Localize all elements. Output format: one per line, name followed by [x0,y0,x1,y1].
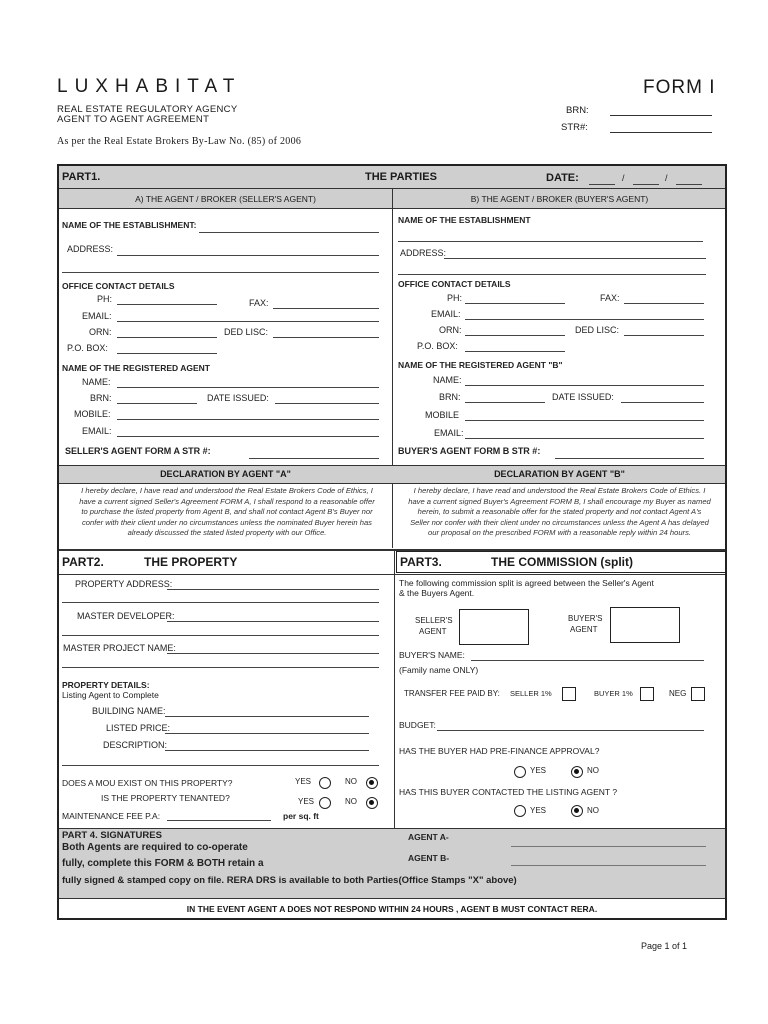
decl-a-heading: DECLARATION BY AGENT "A" [160,469,291,479]
part3-title: THE COMMISSION (split) [491,555,633,569]
family-name-note: (Family name ONLY) [399,665,479,675]
agent-a-registered-label: NAME OF THE REGISTERED AGENT [62,363,210,373]
agent-a-heading: A) THE AGENT / BROKER (SELLER'S AGENT) [135,194,316,204]
part3-label: PART3. [400,555,442,569]
agent-b-date-issued-label: DATE ISSUED: [552,392,614,402]
agent-b-mobile-field[interactable] [465,420,704,421]
transfer-fee-label: TRANSFER FEE PAID BY: [404,689,500,698]
building-name-field[interactable] [165,716,369,717]
description-label: DESCRIPTION: [103,740,168,750]
agent-b-ph-label: PH: [447,293,463,303]
agent-b-name-label: NAME: [433,375,462,385]
date-month-field[interactable] [633,184,659,185]
agent-a-signature-field[interactable] [511,846,706,847]
tenanted-question: IS THE PROPERTY TENANTED? [101,793,230,803]
agent-a-form-str-field[interactable] [249,458,379,459]
part2-label: PART2. [62,555,104,569]
brn-label: BRN: [566,105,589,116]
budget-field[interactable] [437,730,704,731]
agent-b-establishment-label: NAME OF THE ESTABLISHMENT [398,215,531,225]
contacted-yes-radio[interactable] [514,805,526,817]
agent-a-name-label: NAME: [82,377,111,387]
sellers-agent-label-2: AGENT [419,627,447,636]
building-name-label: BUILDING NAME: [92,706,166,716]
agent-b-fax-label: FAX: [600,293,620,303]
date-day-field[interactable] [589,184,615,185]
agent-b-pobox-label: P.O. BOX: [417,341,458,351]
agent-a-mobile-label: MOBILE: [74,409,111,419]
tenanted-yes-radio[interactable] [319,797,331,809]
decl-b-heading: DECLARATION BY AGENT "B" [494,469,625,479]
master-project-field-2[interactable] [62,667,379,668]
sellers-agent-split-box[interactable] [459,609,529,645]
seller-pct-label: SELLER 1% [510,689,552,698]
mou-question: DOES A MOU EXIST ON THIS PROPERTY? [62,778,233,788]
prefinance-yes-label: YES [530,766,547,775]
agent-a-establishment-label: NAME OF THE ESTABLISHMENT: [62,220,197,230]
agent-b-registered-label: NAME OF THE REGISTERED AGENT "B" [398,360,563,370]
agent-a-date-issued-label: DATE ISSUED: [207,393,269,403]
tenanted-no-label: NO [345,797,357,806]
master-developer-field[interactable] [167,621,379,622]
part4-label: PART 4. SIGNATURES [62,830,162,841]
agent-b-ded-field[interactable] [624,335,704,336]
agent-b-heading: B) THE AGENT / BROKER (BUYER'S AGENT) [470,194,649,204]
mou-no-label: NO [345,777,357,786]
agent-b-office-contact-label: OFFICE CONTACT DETAILS [398,279,511,289]
agency-name: REAL ESTATE REGULATORY AGENCY [57,104,238,115]
buyers-name-label: BUYER'S NAME: [399,650,465,660]
agent-a-fax-label: FAX: [249,298,269,308]
agent-b-address-label: ADDRESS: [400,248,447,258]
description-field-2[interactable] [62,765,379,766]
agent-b-mobile-label: MOBILE [425,410,460,420]
page-number: Page 1 of 1 [641,941,688,951]
commission-intro: The following commission split is agreed between the Seller's Agent [399,578,654,588]
property-details-label: PROPERTY DETAILS: [62,680,150,690]
contacted-yes-label: YES [530,806,547,815]
agent-b-establishment-field[interactable] [398,241,703,242]
part4-line3: fully signed & stamped copy on file. RERA DRS is available to both Parties(Office Stamps "X" above) [62,875,517,886]
master-developer-field-2[interactable] [62,635,379,636]
agent-a-email2-field[interactable] [117,436,379,437]
agent-a-brn-field[interactable] [117,403,197,404]
agent-a-email-label: EMAIL: [82,311,112,321]
agent-b-email2-label: EMAIL: [434,428,464,438]
date-separator: / [622,173,625,183]
company-logo: LUXHABITAT [57,76,242,97]
property-address-field-2[interactable] [62,602,379,603]
mou-yes-label: YES [295,777,312,786]
listed-price-field[interactable] [165,733,369,734]
part1-title: THE PARTIES [365,171,437,183]
agent-b-orn-label: ORN: [439,325,462,335]
date-separator: / [665,173,668,183]
tenanted-no-radio[interactable] [366,797,378,809]
mou-yes-radio[interactable] [319,777,331,789]
agent-b-name-field[interactable] [465,385,704,386]
neg-label: NEG [669,689,687,698]
agent-a-office-contact-label: OFFICE CONTACT DETAILS [62,281,175,291]
agent-a-address-field[interactable] [117,255,379,256]
part4-line2: fully, complete this FORM & BOTH retain a [62,858,264,869]
buyers-agent-split-box[interactable] [610,607,680,643]
rera-notice: IN THE EVENT AGENT A DOES NOT RESPOND WITHIN 24 HOURS , AGENT B MUST CONTACT RERA. [186,904,598,914]
bylaw-reference: As per the Real Estate Brokers By-Law No. (85) of 2006 [57,136,302,147]
buyer-pct-checkbox[interactable] [640,687,654,701]
agent-b-date-issued-field[interactable] [621,402,704,403]
master-developer-label: MASTER DEVELOPER: [77,611,175,621]
agent-a-name-field[interactable] [117,387,379,388]
listed-price-label: LISTED PRICE: [106,723,171,733]
master-project-field[interactable] [167,653,379,654]
agent-a-pobox-field[interactable] [117,353,217,354]
seller-pct-checkbox[interactable] [562,687,576,701]
form-title: FORM I [643,77,716,98]
agent-b-email-field[interactable] [465,319,704,320]
contacted-no-label: NO [587,806,599,815]
budget-label: BUDGET: [399,720,436,730]
agent-a-mobile-field[interactable] [117,419,379,420]
agent-a-email2-label: EMAIL: [82,426,112,436]
per-sqft-label: per sq. ft [283,811,319,821]
prefinance-no-label: NO [587,766,599,775]
date-label: DATE: [546,172,579,184]
agent-b-brn-field[interactable] [465,402,545,403]
prefinance-no-radio[interactable] [571,766,583,778]
agent-a-address-label: ADDRESS: [67,244,114,254]
agent-b-brn-label: BRN: [439,392,461,402]
agent-b-address-field[interactable] [444,258,706,259]
decl-a-text: I hereby declare, I have read and understood the Real Estate Brokers Code of Ethics, I have a current signed Seller's Agreement FORM A, I shall respond to a reasonable offer to purchase the listed property from Agent B, and shall not contact Agent B's Buyer nor confer with their client under no circumstances unless the nominated Buyer herein has already discussed the stated listed property with our Office. [79,486,375,538]
listing-agent-note: Listing Agent to Complete [62,690,159,700]
agent-b-orn-field[interactable] [465,335,565,336]
agent-a-ph-label: PH: [97,294,113,304]
brn-field[interactable] [610,104,712,116]
agent-b-email-label: EMAIL: [431,309,461,319]
part1-label: PART1. [62,171,101,183]
agent-b-email2-field[interactable] [465,438,704,439]
agent-b-pobox-field[interactable] [465,351,565,352]
agent-b-signature-label: AGENT B- [408,853,450,863]
buyers-agent-label: BUYER'S [568,614,603,623]
agent-b-ph-field[interactable] [465,303,565,304]
agent-a-address-field-2[interactable] [62,272,379,273]
agent-b-ded-label: DED LISC: [575,325,620,335]
mou-no-radio[interactable] [366,777,378,789]
description-field[interactable] [165,750,369,751]
master-project-label: MASTER PROJECT NAME: [63,643,176,653]
contacted-question: HAS THIS BUYER CONTACTED THE LISTING AGENT ? [399,787,618,797]
agent-b-fax-field[interactable] [624,303,704,304]
agent-a-ded-label: DED LISC: [224,327,269,337]
contacted-no-radio[interactable] [571,805,583,817]
str-label: STR#: [561,122,588,133]
agent-a-orn-field[interactable] [117,337,217,338]
property-address-field[interactable] [167,589,379,590]
maintenance-fee-label: MAINTENANCE FEE P.A: [62,811,161,821]
maintenance-fee-field[interactable] [167,820,271,821]
decl-b-text: I hereby declare, I have read and understood the Real Estate Brokers Code of Ethics. I have a current signed Buyer's Agreement FORM B, I shall encourage my Buyer as named herein, to submit a reasonable offer for the stated property and not contact Agent A's Seller nor confer with their client under no circumstances unless the Agent A has delayed our proposal on the prescribed FORM with a reasonable reply within 24 hours. [408,486,711,538]
agent-b-form-str-field[interactable] [555,458,704,459]
agent-a-date-issued-field[interactable] [275,403,379,404]
agent-a-email-field[interactable] [117,321,379,322]
agreement-name: AGENT TO AGENT AGREEMENT [57,114,210,125]
agent-a-establishment-field[interactable] [199,232,379,233]
property-address-label: PROPERTY ADDRESS: [75,579,173,589]
prefinance-yes-radio[interactable] [514,766,526,778]
agent-a-orn-label: ORN: [89,327,112,337]
agreement-form [57,164,727,920]
agent-a-ph-field[interactable] [117,304,217,305]
agent-b-form-str-label: BUYER'S AGENT FORM B STR #: [398,446,541,456]
sellers-agent-label: SELLER'S [415,616,453,625]
part4-line1: Both Agents are required to co-operate [62,842,248,853]
str-field[interactable] [610,121,712,133]
part2-title: THE PROPERTY [144,555,238,569]
buyers-agent-label-2: AGENT [570,625,598,634]
agent-a-form-str-label: SELLER'S AGENT FORM A STR #: [65,446,211,456]
agent-a-pobox-label: P.O. BOX: [67,343,108,353]
tenanted-yes-label: YES [298,797,315,806]
commission-intro-2: & the Buyers Agent. [399,588,475,598]
agent-b-address-field-2[interactable] [398,274,706,275]
agent-a-brn-label: BRN: [90,393,112,403]
agent-a-fax-field[interactable] [273,308,379,309]
buyer-pct-label: BUYER 1% [594,689,633,698]
prefinance-question: HAS THE BUYER HAD PRE-FINANCE APPROVAL? [399,746,600,756]
agent-a-ded-field[interactable] [273,337,379,338]
neg-checkbox[interactable] [691,687,705,701]
agent-b-signature-field[interactable] [511,865,706,866]
date-year-field[interactable] [676,184,702,185]
agent-a-signature-label: AGENT A- [408,832,449,842]
buyers-name-field[interactable] [471,660,704,661]
